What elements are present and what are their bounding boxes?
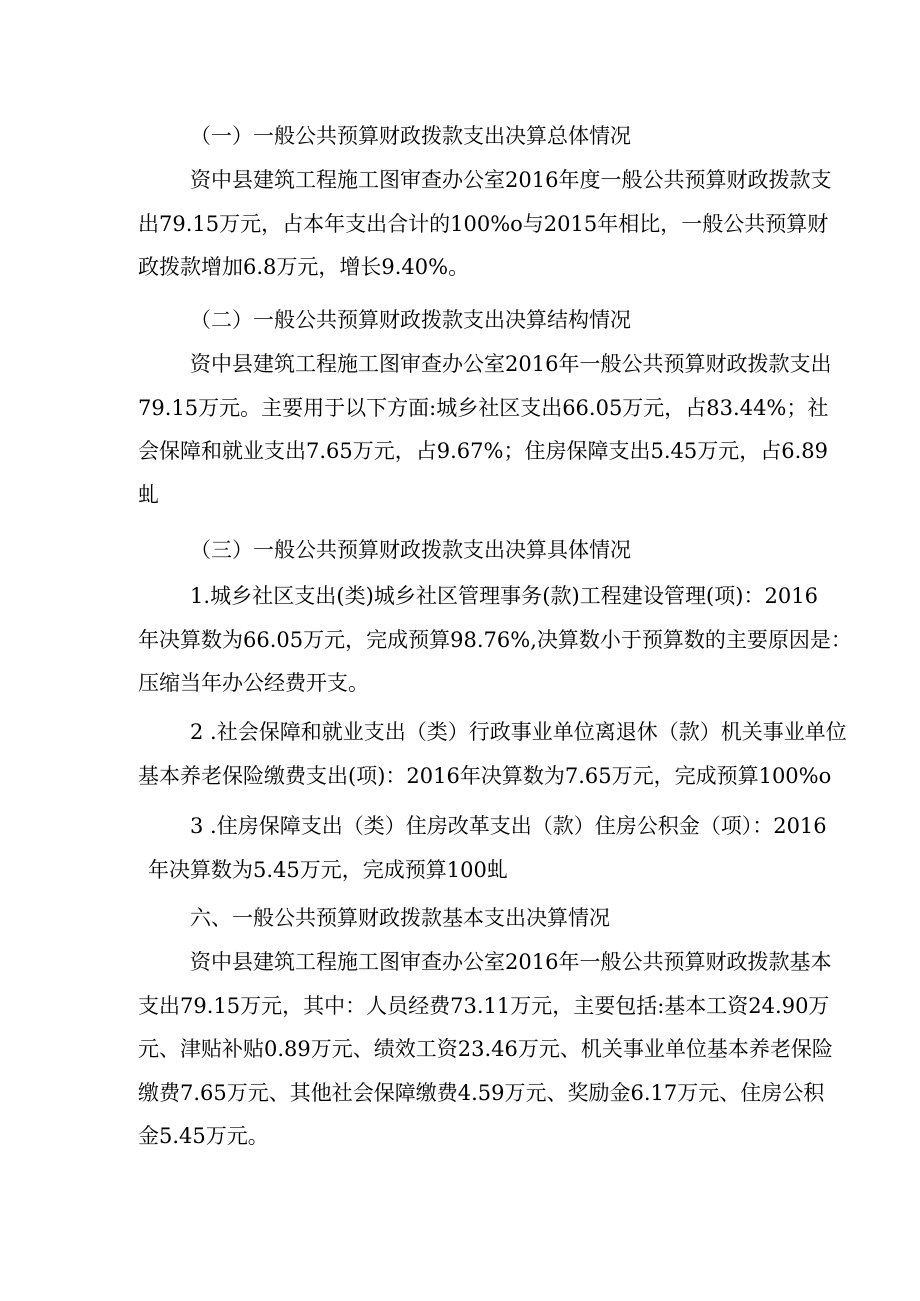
paragraph-line: 元、津贴补贴0.89万元、绩效工资23.46万元、机关事业单位基本养老保险 (138, 1037, 833, 1061)
paragraph-line: 3 .住房保障支出（类）住房改革支出（款）住房公积金（项）：2016 (190, 814, 827, 838)
section-2-heading: （二）一般公共预算财政拨款支出决算结构情况 (190, 308, 631, 332)
paragraph-line: 资中县建筑工程施工图审查办公室2016年一般公共预算财政拨款基本 (190, 950, 832, 974)
paragraph-line: 资中县建筑工程施工图审查办公室2016年一般公共预算财政拨款支出 (190, 352, 832, 376)
section-1-paragraph (138, 166, 832, 297)
section-3-item-2 (138, 718, 847, 805)
paragraph-line: 支出79.15万元，其中：人员经费73.11万元，主要包括:基本工资24.90万 (138, 993, 830, 1018)
section-3-heading: （三）一般公共预算财政拨款支出决算具体情况 (190, 538, 631, 562)
section-2-paragraph (138, 350, 832, 524)
paragraph-line: 会保障和就业支出7.65万元，占9.67%；住房保障支出5.45万元，占6.89 (138, 439, 828, 463)
paragraph-line: 年决算数为66.05万元，完成预算98.76%,决算数小于预算数的主要原因是： (138, 627, 852, 652)
paragraph-line: 基本养老保险缴费支出(项)：2016年决算数为7.65万元，完成预算100%o (138, 763, 832, 788)
paragraph-line: 压缩当年办公经费开支。 (138, 671, 369, 695)
section-1-heading: （一）一般公共预算财政拨款支出决算总体情况 (190, 124, 631, 148)
section-6-paragraph (138, 948, 833, 1166)
section-3-item-1 (138, 582, 852, 713)
paragraph-line: 1.城乡社区支出(类)城乡社区管理事务(款)工程建设管理(项)：2016 (190, 584, 818, 608)
paragraph-line: 政拨款增加6.8万元，增长9.40%。 (138, 255, 470, 279)
section-6-heading: 六、一般公共预算财政拨款基本支出决算情况 (190, 906, 610, 930)
paragraph-line: 资中县建筑工程施工图审查办公室2016年度一般公共预算财政拨款支 (190, 168, 832, 192)
paragraph-line: 金5.45万元。 (138, 1124, 269, 1148)
paragraph-line: 缴费7.65万元、其他社会保障缴费4.59万元、奖励金6.17万元、住房公积 (138, 1080, 825, 1105)
paragraph-line: 2 .社会保障和就业支出（类）行政事业单位离退休（款）机关事业单位 (190, 720, 847, 744)
section-3-item-3 (138, 812, 827, 899)
paragraph-line: 虬 (138, 482, 159, 507)
paragraph-line: 年决算数为5.45万元，完成预算100虬 (148, 857, 508, 882)
paragraph-line: 79.15万元。主要用于以下方面:城乡社区支出66.05万元，占83.44%；社 (138, 395, 829, 420)
paragraph-line: 出79.15万元，占本年支出合计的100%o与2015年相比，一般公共预算财 (138, 211, 829, 236)
